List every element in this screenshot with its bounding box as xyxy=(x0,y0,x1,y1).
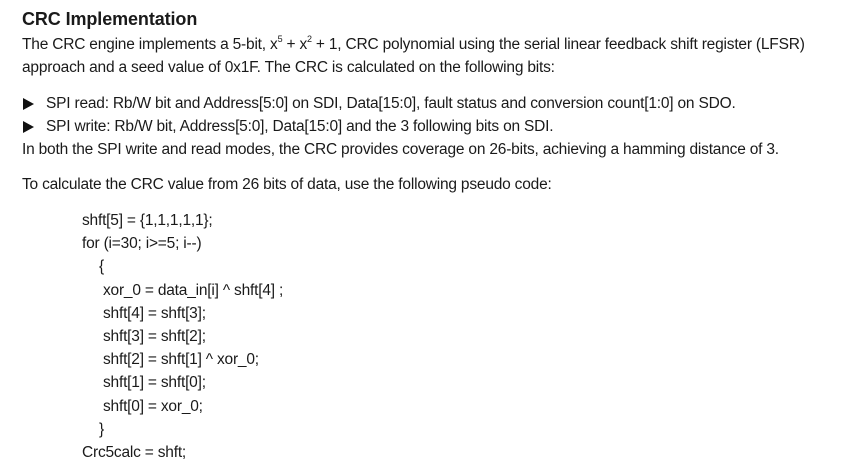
list-item-text: SPI read: Rb/W bit and Address[5:0] on SDI, Data[15:0], fault status and conversion count[1:0] on SDO. xyxy=(46,95,736,112)
exponent-2: 2 xyxy=(307,33,312,44)
exponent-5: 5 xyxy=(277,33,283,44)
list-item-text: SPI write: Rb/W bit, Address[5:0], Data[15:0] and the 3 following bits on SDI. xyxy=(46,118,554,135)
pseudo-code-intro: To calculate the CRC value from 26 bits of data, use the following pseudo code: xyxy=(22,176,552,193)
bullet-triangle-icon xyxy=(23,98,34,110)
code-line: shft[2] = shft[1] ^ xor_0; xyxy=(103,351,259,369)
code-line: for (i=30; i>=5; i--) xyxy=(82,235,202,253)
code-line: shft[1] = shft[0]; xyxy=(103,374,206,392)
list-item xyxy=(22,115,857,138)
intro-text-part2: + x xyxy=(282,36,307,53)
bit-list xyxy=(22,92,857,138)
list-item xyxy=(22,92,857,115)
code-line: xor_0 = data_in[i] ^ shft[4] ; xyxy=(103,281,284,299)
intro-text-part1: The CRC engine implements a 5-bit, x xyxy=(22,36,278,53)
intro-text-part3: + 1, CRC polynomial using the serial linear feedback shift register (LFSR) xyxy=(311,36,805,53)
intro-paragraph-line2: approach and a seed value of 0x1F. The CRC is calculated on the following bits: xyxy=(22,59,555,76)
code-line: shft[4] = shft[3]; xyxy=(103,304,206,322)
code-line: shft[3] = shft[2]; xyxy=(103,328,206,346)
document-body xyxy=(22,6,857,464)
code-line: shft[5] = {1,1,1,1,1}; xyxy=(82,212,213,229)
intro-paragraph xyxy=(22,33,857,56)
code-line: { xyxy=(99,258,104,276)
code-line: shft[0] = xor_0; xyxy=(103,397,203,415)
bullet-triangle-icon xyxy=(23,121,34,133)
coverage-paragraph: In both the SPI write and read modes, the CRC provides coverage on 26-bits, achieving a hamming distance of 3. xyxy=(22,141,779,158)
section-title: CRC Implementation xyxy=(22,9,198,29)
code-line: } xyxy=(99,420,104,438)
pseudo-code-block xyxy=(22,209,857,464)
code-line: Crc5calc = shft; xyxy=(82,444,187,462)
